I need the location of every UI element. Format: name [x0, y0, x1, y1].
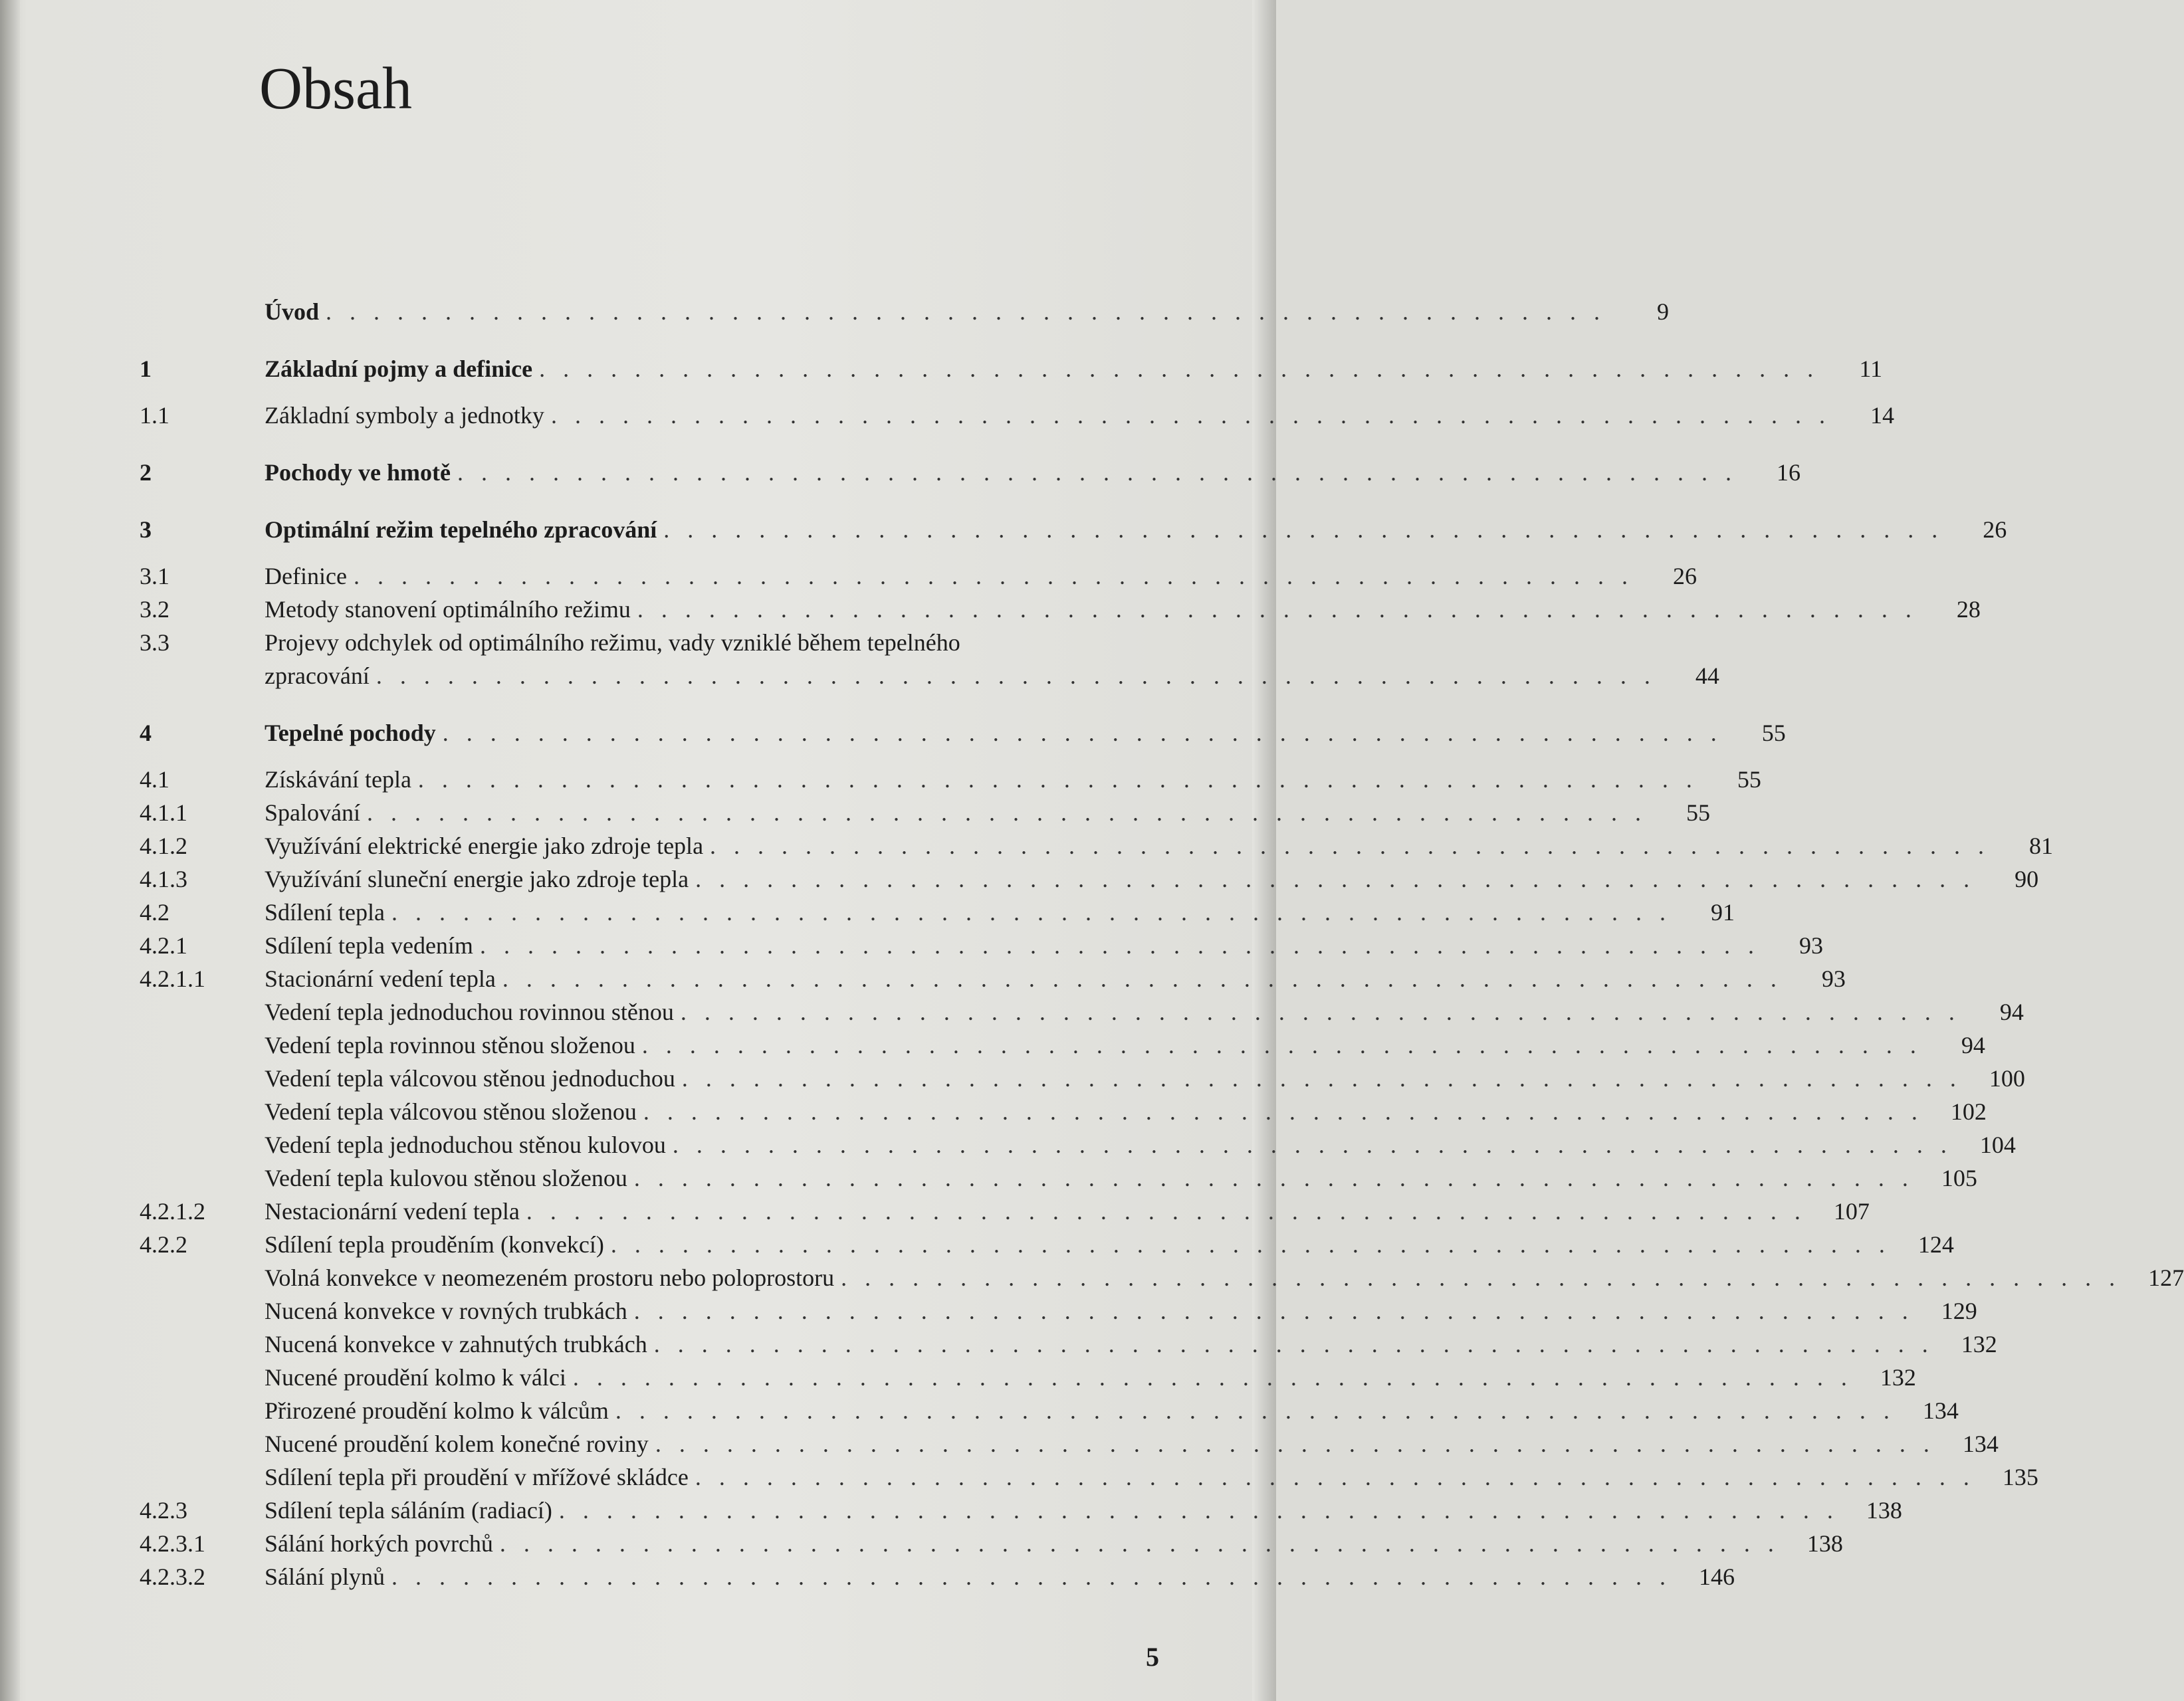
- toc-entry: [265, 1031, 1922, 1059]
- page-number: 55: [1686, 799, 1710, 826]
- toc-entry: [265, 355, 1819, 383]
- section-number: 4.2.3: [140, 1497, 187, 1524]
- toc-entry: [265, 765, 1698, 793]
- page-number: 16: [1776, 459, 1801, 486]
- dot-leader: . . . . . . . . . . . . . . . . . . . . . . . . . . . . . . . . . . . . . . . . . . . . . . . . . . . . . .: [457, 459, 1737, 486]
- dot-leader: . . . . . . . . . . . . . . . . . . . . . . . . . . . . . . . . . . . . . . . . . . . . . . . . . . . . . .: [633, 1298, 1914, 1324]
- section-title: Nestacionární vedení tepla: [265, 1198, 520, 1225]
- dot-leader: . . . . . . . . . . . . . . . . . . . . . . . . . . . . . . . . . . . . . . . . . . . . . . . . . . . . . .: [326, 298, 1606, 325]
- section-title-continued: zpracování: [265, 662, 370, 689]
- page-folio: 5: [1146, 1642, 1159, 1672]
- toc-row: [140, 557, 1697, 590]
- toc-row: [140, 714, 1786, 747]
- dot-leader: . . . . . . . . . . . . . . . . . . . . . . . . . . . . . . . . . . . . . . . . . . . . . . . . . . . . . .: [643, 1098, 1923, 1125]
- section-title: Projevy odchylek od optimálního režimu, vady vzniklé během tepelného: [265, 629, 960, 656]
- page-number: 134: [1922, 1397, 1959, 1424]
- page-number: 93: [1799, 932, 1823, 959]
- dot-leader: . . . . . . . . . . . . . . . . . . . . . . . . . . . . . . . . . . . . . . . . . . . . . . . . . . . . . .: [417, 766, 1698, 793]
- section-number: 4.2.1.1: [140, 965, 205, 992]
- section-number: 4.2.3.1: [140, 1530, 205, 1557]
- toc-entry: [265, 1330, 1934, 1358]
- page-title: Obsah: [259, 56, 412, 122]
- dot-leader: . . . . . . . . . . . . . . . . . . . . . . . . . . . . . . . . . . . . . . . . . . . . . . . . . . . . . .: [353, 563, 1634, 589]
- book-spine: [0, 0, 20, 1701]
- toc-row: [140, 959, 1846, 993]
- section-number: 4.2.1.2: [140, 1198, 205, 1225]
- toc-row: [140, 1358, 1916, 1391]
- page-number: 132: [1880, 1364, 1916, 1391]
- dot-leader: . . . . . . . . . . . . . . . . . . . . . . . . . . . . . . . . . . . . . . . . . . . . . . . . . . . . . .: [526, 1198, 1806, 1225]
- toc-entry: [265, 1496, 1839, 1524]
- page-number: 93: [1821, 965, 1846, 992]
- toc-row: [140, 860, 2039, 893]
- toc-entry: [265, 1463, 1975, 1491]
- page-number: 127: [2148, 1264, 2184, 1291]
- page-number: 104: [1979, 1132, 2016, 1158]
- section-number: 4.1.1: [140, 799, 187, 826]
- toc-row: [140, 827, 2054, 860]
- section-number: 4.2: [140, 899, 169, 926]
- section-title: Tepelné pochody: [265, 720, 436, 746]
- section-number: 3.2: [140, 596, 169, 623]
- page-number: 55: [1761, 720, 1786, 746]
- toc-entry: [265, 516, 1943, 544]
- toc-entry: [265, 1164, 1914, 1192]
- dot-leader: . . . . . . . . . . . . . . . . . . . . . . . . . . . . . . . . . . . . . . . . . . . . . . . . . . . . . .: [680, 999, 1961, 1025]
- page-number: 100: [1989, 1065, 2025, 1092]
- section-title: Nucené proudění kolmo k válci: [265, 1364, 566, 1391]
- page-number: 26: [1983, 516, 2007, 543]
- toc-row: [140, 292, 1670, 326]
- toc-row: [140, 1159, 1977, 1192]
- toc-row: [140, 453, 1801, 486]
- page-number: 129: [1941, 1298, 1977, 1324]
- toc-row: [140, 760, 1761, 793]
- page-number: 138: [1866, 1497, 1902, 1524]
- page-number: 14: [1870, 402, 1894, 429]
- section-number: 4.1.2: [140, 833, 187, 859]
- page-number: 9: [1657, 298, 1670, 325]
- dot-leader: . . . . . . . . . . . . . . . . . . . . . . . . . . . . . . . . . . . . . . . . . . . . . . . . . . . . . .: [499, 1530, 1780, 1557]
- page-number: 55: [1737, 766, 1761, 793]
- toc-row: [140, 1292, 1977, 1325]
- dot-leader: . . . . . . . . . . . . . . . . . . . . . . . . . . . . . . . . . . . . . . . . . . . . . . . . . . . . . .: [558, 1497, 1839, 1524]
- dot-leader: . . . . . . . . . . . . . . . . . . . . . . . . . . . . . . . . . . . . . . . . . . . . . . . . . . . . . .: [681, 1065, 1962, 1092]
- dot-leader: . . . . . . . . . . . . . . . . . . . . . . . . . . . . . . . . . . . . . . . . . . . . . . . . . . . . . .: [695, 866, 1976, 892]
- dot-leader: . . . . . . . . . . . . . . . . . . . . . . . . . . . . . . . . . . . . . . . . . . . . . . . . . . . . . .: [841, 1264, 2122, 1291]
- toc-entry: [265, 1098, 1923, 1126]
- toc-entry: [265, 719, 1723, 747]
- toc-row: [140, 1026, 1985, 1059]
- section-title: Vedení tepla válcovou stěnou jednoduchou: [265, 1065, 675, 1092]
- toc-row: [140, 1391, 1959, 1425]
- section-title: Sdílení tepla sáláním (radiací): [265, 1497, 552, 1524]
- toc-entry: [265, 1397, 1896, 1425]
- page-number: 132: [1961, 1331, 1997, 1357]
- dot-leader: . . . . . . . . . . . . . . . . . . . . . . . . . . . . . . . . . . . . . . . . . . . . . . . . . . . . . .: [615, 1397, 1896, 1424]
- page-number: 135: [2002, 1464, 2038, 1490]
- page-number: 134: [1962, 1431, 1999, 1457]
- section-title: Vedení tepla jednoduchou stěnou kulovou: [265, 1132, 666, 1158]
- section-number: 3.3: [140, 629, 169, 656]
- section-title: Sálání plynů: [265, 1563, 385, 1590]
- dot-leader: . . . . . . . . . . . . . . . . . . . . . . . . . . . . . . . . . . . . . . . . . . . . . . . . . . . . . .: [633, 1165, 1914, 1191]
- dot-leader: . . . . . . . . . . . . . . . . . . . . . . . . . . . . . . . . . . . . . . . . . . . . . . . . . . . . . .: [376, 662, 1656, 689]
- toc-entry: [265, 662, 1656, 690]
- page-number: 11: [1859, 355, 1883, 382]
- section-number: 4.2.2: [140, 1231, 187, 1258]
- dot-leader: . . . . . . . . . . . . . . . . . . . . . . . . . . . . . . . . . . . . . . . . . . . . . . . . . . . . . .: [539, 355, 1820, 382]
- section-title: Definice: [265, 563, 347, 589]
- dot-leader: . . . . . . . . . . . . . . . . . . . . . . . . . . . . . . . . . . . . . . . . . . . . . . . . . . . . . .: [391, 899, 1672, 926]
- toc-entry: [265, 1064, 1962, 1092]
- page-number: 138: [1806, 1530, 1843, 1557]
- dot-leader: . . . . . . . . . . . . . . . . . . . . . . . . . . . . . . . . . . . . . . . . . . . . . . . . . . . . . .: [610, 1231, 1891, 1258]
- section-title: Nucené proudění kolem konečné roviny: [265, 1431, 649, 1457]
- dot-leader: . . . . . . . . . . . . . . . . . . . . . . . . . . . . . . . . . . . . . . . . . . . . . . . . . . . . . .: [641, 1032, 1922, 1058]
- section-number: 3.1: [140, 563, 169, 589]
- page-number: 105: [1941, 1165, 1977, 1191]
- toc-row: [140, 1557, 1735, 1591]
- section-title: Nucená konvekce v rovných trubkách: [265, 1298, 627, 1324]
- toc-row: [140, 993, 2024, 1026]
- toc-entry: [265, 1430, 1935, 1458]
- dot-leader: . . . . . . . . . . . . . . . . . . . . . . . . . . . . . . . . . . . . . . . . . . . . . . . . . . . . . .: [572, 1364, 1853, 1391]
- toc-entry: [265, 298, 1606, 326]
- section-number: 1: [140, 355, 152, 382]
- page-number: 146: [1698, 1563, 1735, 1590]
- toc-entry: [265, 1363, 1853, 1391]
- section-title: Spalování: [265, 799, 360, 826]
- toc-entry: [265, 865, 1975, 893]
- toc-entry: [265, 832, 1990, 860]
- section-title: Úvod: [265, 298, 320, 325]
- section-title: Sdílení tepla: [265, 899, 385, 926]
- toc-row: [140, 1126, 2016, 1159]
- section-title: Základní symboly a jednotky: [265, 402, 544, 429]
- toc-entry: [265, 998, 1961, 1026]
- toc-row: [140, 926, 1823, 959]
- page-number: 94: [1961, 1032, 1985, 1058]
- section-title: Volná konvekce v neomezeném prostoru nebo poloprostoru: [265, 1264, 835, 1291]
- toc-row: [140, 510, 2007, 544]
- section-number: 4: [140, 720, 152, 746]
- toc-entry: [265, 932, 1760, 959]
- section-title: Pochody ve hmotě: [265, 459, 451, 486]
- page-number: 44: [1695, 662, 1719, 689]
- section-title: Sdílení tepla při proudění v mřížové skládce: [265, 1464, 689, 1490]
- toc-row: [140, 793, 1710, 827]
- section-title: Sdílení tepla vedením: [265, 932, 473, 959]
- dot-leader: . . . . . . . . . . . . . . . . . . . . . . . . . . . . . . . . . . . . . . . . . . . . . . . . . . . . . .: [637, 596, 1917, 623]
- toc-entry: [265, 1563, 1672, 1591]
- dot-leader: . . . . . . . . . . . . . . . . . . . . . . . . . . . . . . . . . . . . . . . . . . . . . . . . . . . . . .: [663, 516, 1944, 543]
- toc-row: [140, 1092, 1987, 1126]
- section-title: Vedení tepla jednoduchou rovinnou stěnou: [265, 999, 674, 1025]
- toc-entry: [265, 458, 1737, 486]
- dot-leader: . . . . . . . . . . . . . . . . . . . . . . . . . . . . . . . . . . . . . . . . . . . . . . . . . . . . . .: [672, 1132, 1953, 1158]
- dot-leader: . . . . . . . . . . . . . . . . . . . . . . . . . . . . . . . . . . . . . . . . . . . . . . . . . . . . . .: [653, 1331, 1934, 1357]
- page-number: 26: [1672, 563, 1697, 589]
- page-number: 91: [1710, 899, 1735, 926]
- page-number: 102: [1950, 1098, 1987, 1125]
- table-of-contents: [140, 292, 2184, 1591]
- section-title: Stacionární vedení tepla: [265, 965, 496, 992]
- dot-leader: . . . . . . . . . . . . . . . . . . . . . . . . . . . . . . . . . . . . . . . . . . . . . . . . . . . . . .: [655, 1431, 1935, 1457]
- page-number: 124: [1917, 1231, 1954, 1258]
- toc-row: [140, 350, 1883, 383]
- toc-entry: [265, 1264, 2121, 1292]
- dot-leader: . . . . . . . . . . . . . . . . . . . . . . . . . . . . . . . . . . . . . . . . . . . . . . . . . . . . . .: [479, 932, 1760, 959]
- section-title: Využívání elektrické energie jako zdroje tepla: [265, 833, 704, 859]
- page-number: 94: [1999, 999, 2024, 1025]
- section-title: Sdílení tepla prouděním (konvekcí): [265, 1231, 604, 1258]
- page-number: 81: [2029, 833, 2054, 859]
- page-number: 90: [2015, 866, 2039, 892]
- section-title: Získávání tepla: [265, 766, 411, 793]
- section-title: Vedení tepla válcovou stěnou složenou: [265, 1098, 637, 1125]
- section-number: 4.1.3: [140, 866, 187, 892]
- toc-row: [140, 1458, 2038, 1491]
- section-title: Vedení tepla kulovou stěnou složenou: [265, 1165, 627, 1191]
- section-title: Optimální režim tepelného zpracování: [265, 516, 657, 543]
- toc-row-continuation: [140, 656, 1719, 690]
- dot-leader: . . . . . . . . . . . . . . . . . . . . . . . . . . . . . . . . . . . . . . . . . . . . . . . . . . . . . .: [366, 799, 1647, 826]
- section-number: 3: [140, 516, 152, 543]
- section-number: 4.1: [140, 766, 169, 793]
- toc-row: [140, 1491, 1902, 1524]
- toc-row: [140, 1425, 1999, 1458]
- section-number: 1.1: [140, 402, 169, 429]
- toc-entry: [265, 1131, 1953, 1159]
- section-title: Vedení tepla rovinnou stěnou složenou: [265, 1032, 635, 1058]
- page-number: 28: [1956, 596, 1981, 623]
- toc-entry: [265, 629, 1100, 656]
- section-number: 4.2.1: [140, 932, 187, 959]
- toc-entry: [265, 898, 1672, 926]
- section-number: 2: [140, 459, 152, 486]
- dot-leader: . . . . . . . . . . . . . . . . . . . . . . . . . . . . . . . . . . . . . . . . . . . . . . . . . . . . . .: [502, 965, 1783, 992]
- dot-leader: . . . . . . . . . . . . . . . . . . . . . . . . . . . . . . . . . . . . . . . . . . . . . . . . . . . . . .: [391, 1563, 1672, 1590]
- toc-row: [140, 396, 1894, 429]
- page-number: 107: [1833, 1198, 1870, 1225]
- toc-entry: [265, 1197, 1806, 1225]
- dot-leader: . . . . . . . . . . . . . . . . . . . . . . . . . . . . . . . . . . . . . . . . . . . . . . . . . . . . . .: [710, 833, 1991, 859]
- dot-leader: . . . . . . . . . . . . . . . . . . . . . . . . . . . . . . . . . . . . . . . . . . . . . . . . . . . . . .: [695, 1464, 1975, 1490]
- toc-row: [140, 623, 1163, 656]
- section-title: Základní pojmy a definice: [265, 355, 533, 382]
- toc-row: [140, 1524, 1843, 1557]
- dot-leader: . . . . . . . . . . . . . . . . . . . . . . . . . . . . . . . . . . . . . . . . . . . . . . . . . . . . . .: [550, 402, 1831, 429]
- dot-leader: . . . . . . . . . . . . . . . . . . . . . . . . . . . . . . . . . . . . . . . . . . . . . . . . . . . . . .: [442, 720, 1723, 746]
- toc-entry: [265, 965, 1783, 993]
- section-title: Metody stanovení optimálního režimu: [265, 596, 631, 623]
- toc-entry: [265, 595, 1917, 623]
- toc-row: [140, 1192, 1870, 1225]
- toc-row: [140, 1059, 2025, 1092]
- section-title: Nucená konvekce v zahnutých trubkách: [265, 1331, 647, 1357]
- section-number: 4.2.3.2: [140, 1563, 205, 1590]
- section-title: Využívání sluneční energie jako zdroje tepla: [265, 866, 689, 892]
- toc-row: [140, 1325, 1997, 1358]
- toc-entry: [265, 1530, 1780, 1557]
- toc-row: [140, 1258, 2184, 1292]
- toc-row: [140, 1225, 1954, 1258]
- toc-entry: [265, 799, 1647, 827]
- section-title: Přirozené proudění kolmo k válcům: [265, 1397, 609, 1424]
- toc-entry: [265, 401, 1831, 429]
- toc-entry: [265, 1297, 1914, 1325]
- toc-row: [140, 893, 1735, 926]
- toc-entry: [265, 1231, 1891, 1258]
- toc-row: [140, 590, 1981, 623]
- section-title: Sálání horkých povrchů: [265, 1530, 493, 1557]
- toc-entry: [265, 562, 1634, 590]
